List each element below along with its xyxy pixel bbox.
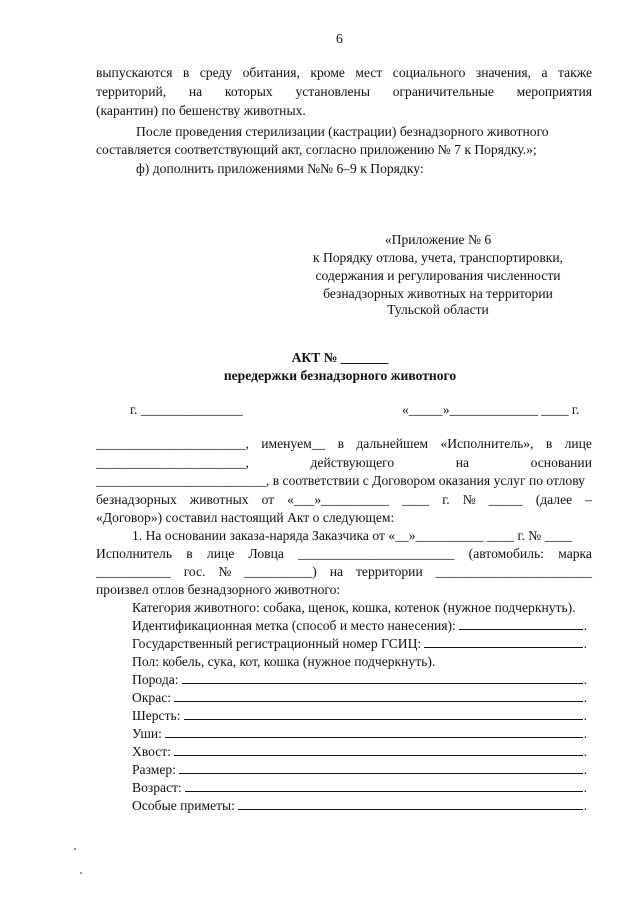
scan-speck — [74, 848, 76, 850]
field-ears: Уши: . — [132, 726, 587, 741]
field-special-marks-label: Особые приметы: — [132, 798, 235, 813]
field-coat-label: Шерсть: — [132, 708, 181, 723]
intro-line-3: (карантин) по бешенству животных. — [96, 103, 306, 118]
field-breed: Порода: . — [132, 672, 587, 687]
word: среду — [199, 65, 233, 80]
order-line-1: 1. На основании заказа-наряда Заказчика от «__»__________ ____ г. № ____ — [132, 528, 572, 543]
act-date: «_____»_____________ ____ г. — [402, 402, 580, 417]
body-line-4 — [96, 492, 592, 508]
word: территорий, — [96, 84, 167, 99]
word: безнадзорных — [96, 492, 177, 507]
id-mark-field: Идентификационная метка (способ и место нанесения): . — [132, 618, 587, 633]
word: на — [329, 564, 344, 579]
appendix-line-5: Тульской области — [387, 302, 489, 317]
word: установлены — [295, 84, 370, 99]
body-line-1 — [96, 436, 592, 452]
field-color: Окрас: . — [132, 690, 587, 705]
field-ears-label: Уши: — [132, 726, 162, 741]
id-mark-label: Идентификационная метка (способ и место нанесения): — [132, 618, 456, 633]
field-breed-label: Порода: — [132, 672, 179, 687]
word: кроме — [310, 65, 345, 80]
word: Ловца — [248, 546, 284, 561]
word: именуем__ — [261, 436, 326, 451]
field-size: Размер: . — [132, 762, 587, 777]
word: Исполнитель — [96, 546, 173, 561]
word: _______________________ — [435, 564, 592, 579]
body-line-2 — [96, 455, 592, 471]
field-tail-label: Хвост: — [132, 744, 172, 759]
act-title: АКТ № _______ — [291, 350, 389, 365]
word: в — [186, 546, 193, 561]
word: в — [337, 436, 345, 451]
intro-line-2 — [96, 84, 592, 100]
word: г. — [442, 492, 450, 507]
word: _____ — [488, 492, 523, 507]
word: основании — [530, 455, 592, 470]
intro-line-5: составляется соответствующий акт, согласно приложению № 7 к Порядку.»; — [96, 142, 537, 157]
order-line-3 — [96, 564, 592, 580]
animal-sex: Пол: кобель, сука, кот, кошка (нужное подчеркнуть). — [132, 654, 436, 669]
word: – — [585, 492, 592, 507]
word: животных — [189, 492, 249, 507]
page-number: 6 — [336, 31, 343, 46]
word: (далее — [535, 492, 573, 507]
word: территории — [355, 564, 423, 579]
word: выпускаются — [96, 65, 173, 80]
body-line-5: «Договор») составил настоящий Акт о следующем: — [96, 510, 395, 525]
body-line-3: _________________________, в соответствии с Договором оказания услуг по отлову — [96, 473, 585, 488]
word: ___________ — [96, 564, 171, 579]
word: лице — [564, 436, 592, 451]
appendix-title: «Приложение № 6 — [384, 232, 492, 247]
word: «___»__________ — [287, 492, 390, 507]
word: на — [188, 84, 203, 99]
word: ____ — [402, 492, 430, 507]
word: также — [558, 65, 592, 80]
appendix-line-3: содержания и регулирования численности — [315, 268, 561, 283]
gsic-label: Государственный регистрационный номер ГСИЦ: — [132, 636, 422, 651]
word: обитания, — [242, 65, 300, 80]
appendix-line-2: к Порядку отлова, учета, транспортировки, — [312, 250, 564, 265]
word: ограничительные — [392, 84, 494, 99]
word: мероприятия — [516, 84, 592, 99]
word: мест — [355, 65, 383, 80]
word: от — [261, 492, 275, 507]
order-line-2 — [96, 546, 592, 562]
intro-line-6: ф) дополнить приложениями №№ 6–9 к Порядку: — [136, 161, 424, 176]
appendix-line-4: безнадзорных животных на территории — [323, 286, 553, 301]
word: (автомобиль: — [468, 546, 544, 561]
field-coat: Шерсть: . — [132, 708, 587, 723]
word: действующего — [310, 455, 395, 470]
word: лице — [206, 546, 235, 561]
field-age-label: Возраст: — [132, 780, 182, 795]
word: дальнейшем — [356, 436, 429, 451]
field-age: Возраст: . — [132, 780, 587, 795]
intro-line-1 — [96, 65, 592, 81]
word: которых — [224, 84, 273, 99]
word: ______________________, — [96, 455, 249, 470]
word: гос. — [183, 564, 206, 579]
intro-line-4: После проведения стерилизации (кастрации) безнадзорного животного — [136, 124, 549, 139]
word: значения, — [475, 65, 532, 80]
field-tail: Хвост: . — [132, 744, 587, 759]
order-line-4: произвел отлов безнадзорного животного: — [96, 582, 341, 597]
word: на — [455, 455, 470, 470]
word: в — [545, 436, 553, 451]
field-size-label: Размер: — [132, 762, 176, 777]
field-color-label: Окрас: — [132, 690, 172, 705]
act-city: г. _______________ — [130, 402, 243, 417]
word: марка — [558, 546, 592, 561]
word: № — [462, 492, 476, 507]
word: __________) — [244, 564, 317, 579]
word: социального — [392, 65, 466, 80]
field-special-marks: Особые приметы: . — [132, 798, 587, 813]
word: в — [182, 65, 190, 80]
word: а — [541, 65, 548, 80]
gsic-field: Государственный регистрационный номер ГСИЦ: . — [132, 636, 587, 651]
word: «Исполнитель», — [440, 436, 534, 451]
word: _______________________ — [298, 546, 455, 561]
word: ______________________, — [96, 436, 249, 451]
word: № — [218, 564, 232, 579]
animal-category: Категория животного: собака, щенок, кошка, котенок (нужное подчеркнуть). — [132, 600, 576, 615]
act-subtitle: передержки безнадзорного животного — [223, 368, 457, 383]
scan-speck — [80, 872, 82, 874]
